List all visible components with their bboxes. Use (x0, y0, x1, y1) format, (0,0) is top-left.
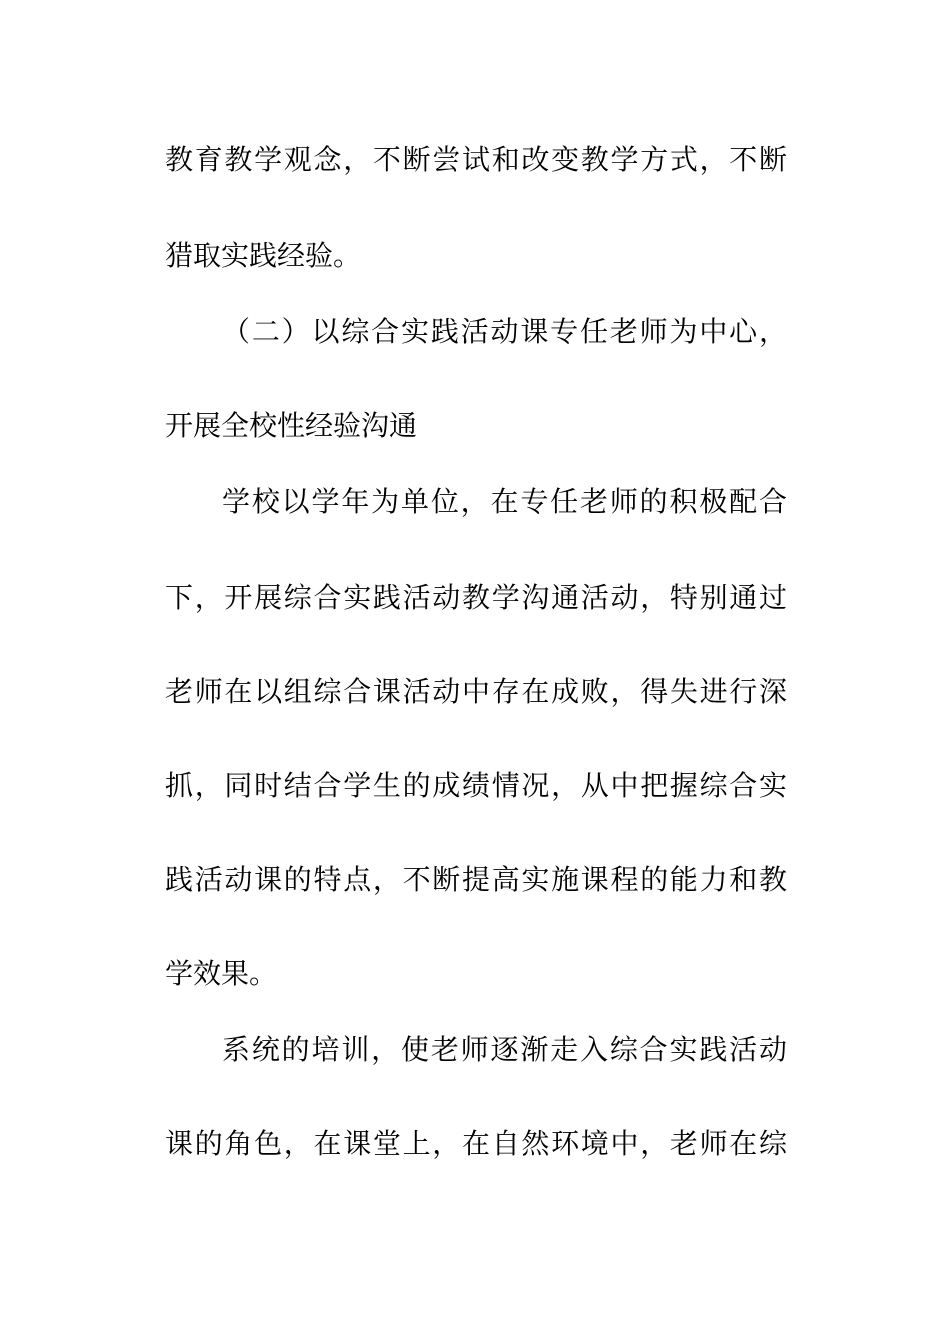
text-line: 老师在以组综合课活动中存在成败，得失进行深 (165, 675, 787, 708)
text-line: 践活动课的特点，不断提高实施课程的能力和教 (165, 863, 787, 896)
text-line: 学效果。 (165, 957, 278, 990)
text-line: 学校以学年为单位，在专任老师的积极配合 (222, 485, 787, 518)
text-line: 教育教学观念，不断尝试和改变教学方式，不断 (165, 143, 787, 176)
text-line: 抓，同时结合学生的成绩情况，从中把握综合实 (165, 769, 787, 802)
text-line: 猎取实践经验。 (165, 239, 362, 272)
text-line: 课的角色，在课堂上，在自然环境中，老师在综 (165, 1127, 787, 1160)
text-line: 系统的培训，使老师逐渐走入综合实践活动 (222, 1033, 787, 1066)
section-heading-line: （二）以综合实践活动课专任老师为中心， (222, 315, 787, 348)
section-heading-line: 开展全校性经验沟通 (165, 409, 418, 442)
text-line: 下，开展综合实践活动教学沟通活动，特别通过 (165, 581, 787, 614)
